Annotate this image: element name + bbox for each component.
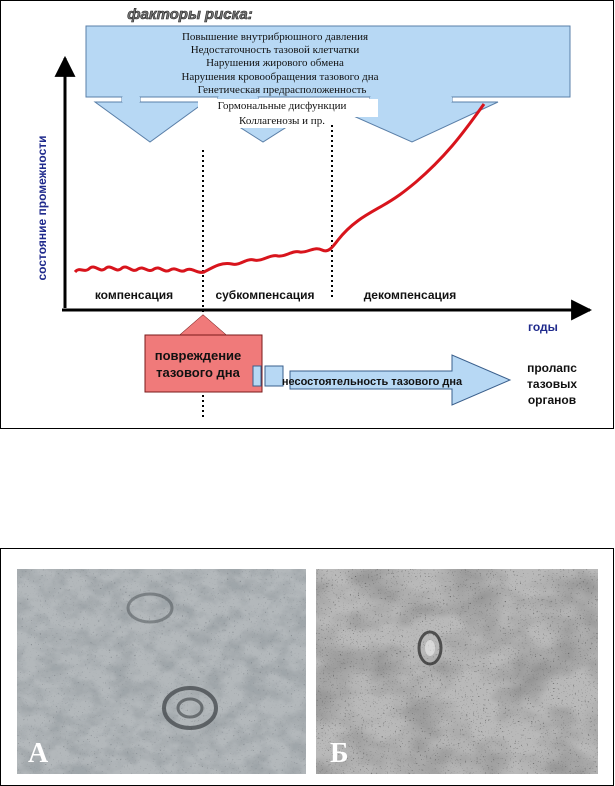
risk-factor-item: Повышение внутрибрюшного давления: [181, 31, 369, 43]
histology-panel-a: [17, 569, 306, 774]
damage-box: [145, 335, 262, 392]
transition-block-2: [265, 366, 283, 386]
x-axis-label: годы: [528, 320, 558, 334]
stage-label-compensation: компенсация: [94, 288, 174, 302]
risk-factors-title: факторы риска:: [127, 6, 253, 23]
damage-label-line: тазового дна: [156, 365, 240, 380]
risk-factor-item: Коллагенозы и пр.: [239, 115, 325, 127]
arrow-shaft-right: [370, 97, 452, 102]
insufficiency-label: несостоятельность тазового дна: [281, 376, 463, 388]
stage-label-subcompensation: субкомпенсация: [215, 288, 315, 302]
histology-panel-b: [316, 569, 598, 774]
damage-label-line: повреждение: [154, 348, 242, 363]
prolapse-label-line: органов: [527, 393, 577, 407]
risk-factor-item: Недостаточность тазовой клетчатки: [190, 44, 360, 56]
risk-factor-item: Нарушения кровообращения тазового дна: [181, 71, 379, 83]
risk-factor-item: Генетическая предрасположенность: [197, 84, 367, 96]
y-axis-label: состояние промежности: [35, 135, 49, 281]
panel-label-b: Б: [330, 738, 349, 769]
histology-figure: [0, 548, 615, 786]
panel-label-a: А: [28, 738, 49, 769]
prolapse-label-line: тазовых: [527, 377, 577, 391]
prolapse-label-line: пролапс: [527, 361, 577, 375]
transition-block-1: [253, 366, 261, 386]
stage-label-decompensation: декомпенсация: [363, 288, 457, 302]
risk-factor-item: Гормональные дисфункции: [217, 100, 347, 112]
arrow-shaft-left: [122, 97, 140, 102]
risk-factor-item: Нарушения жирового обмена: [206, 57, 344, 69]
